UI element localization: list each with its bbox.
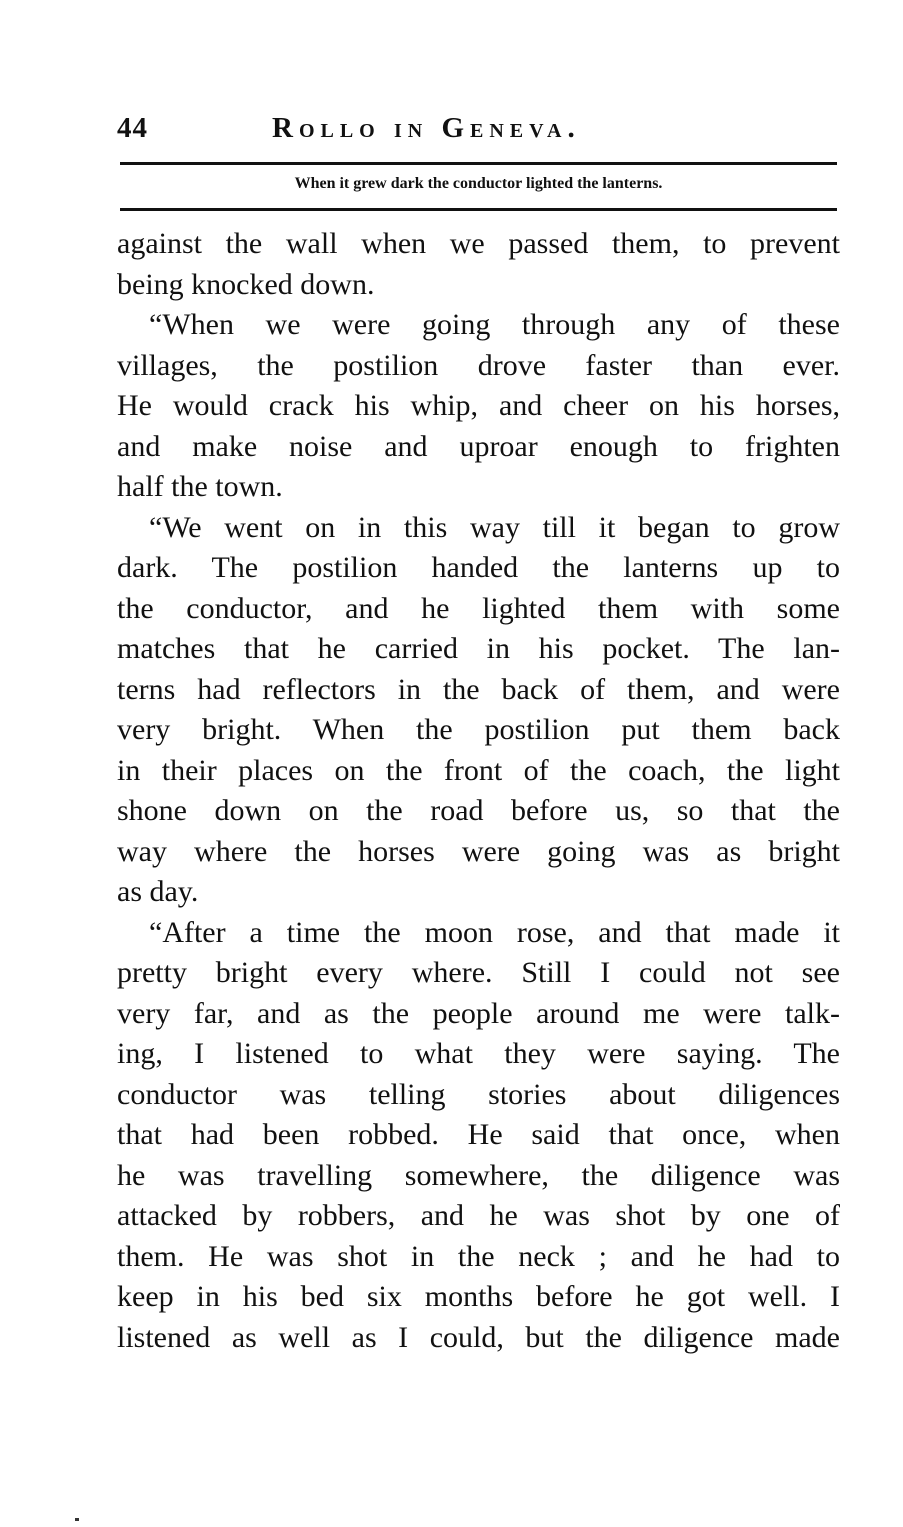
text-line: keep in his bed six months before he got well. I: [117, 1280, 840, 1313]
text-line: being knocked down.: [117, 267, 375, 301]
text-line: and make noise and uproar enough to frighten: [117, 429, 840, 463]
page-number: 44: [117, 112, 148, 144]
text-line: matches that he carried in his pocket. The lan-: [117, 632, 840, 665]
bottom-rule: [120, 208, 837, 211]
text-line: “After a time the moon rose, and that made it: [149, 915, 840, 949]
text-line: half the town.: [117, 470, 283, 503]
text-line: very bright. When the postilion put them back: [117, 713, 840, 746]
text-line: villages, the postilion drove faster than ever.: [117, 348, 840, 382]
text-line: very far, and as the people around me were talk-: [117, 996, 840, 1030]
text-line: the conductor, and he lighted them with some: [117, 591, 840, 625]
text-line: as day.: [117, 875, 199, 908]
text-line: against the wall when we passed them, to prevent: [117, 227, 840, 260]
text-line: shone down on the road before us, so that the: [117, 794, 840, 827]
text-line: that had been robbed. He said that once, when: [117, 1118, 840, 1151]
text-line: conductor was telling stories about diligences: [117, 1077, 840, 1111]
page-caption: When it grew dark the conductor lighted the lanterns.: [294, 175, 663, 192]
body-text: [117, 224, 840, 1358]
running-title: Rollo in Geneva.: [272, 112, 581, 144]
text-line: in their places on the front of the coach, the light: [117, 753, 840, 787]
scan-speck: [75, 1518, 79, 1521]
text-line: “We went on in this way till it began to grow: [149, 510, 840, 544]
text-line: dark. The postilion handed the lanterns up to: [117, 551, 840, 584]
text-line: them. He was shot in the neck ; and he had to: [117, 1239, 840, 1273]
text-line: pretty bright every where. Still I could not see: [117, 956, 840, 989]
text-line: he was travelling somewhere, the diligence was: [117, 1158, 840, 1192]
text-line: listened as well as I could, but the diligence made: [117, 1320, 840, 1354]
top-rule: [120, 162, 837, 165]
text-line: way where the horses were going was as bright: [117, 834, 840, 868]
text-line: ing, I listened to what they were saying. The: [117, 1037, 840, 1070]
text-line: terns had reflectors in the back of them, and were: [117, 672, 840, 706]
text-line: “When we were going through any of these: [149, 308, 840, 341]
text-line: He would crack his whip, and cheer on his horses,: [117, 389, 840, 422]
text-line: attacked by robbers, and he was shot by one of: [117, 1199, 840, 1232]
running-head: [117, 112, 837, 148]
